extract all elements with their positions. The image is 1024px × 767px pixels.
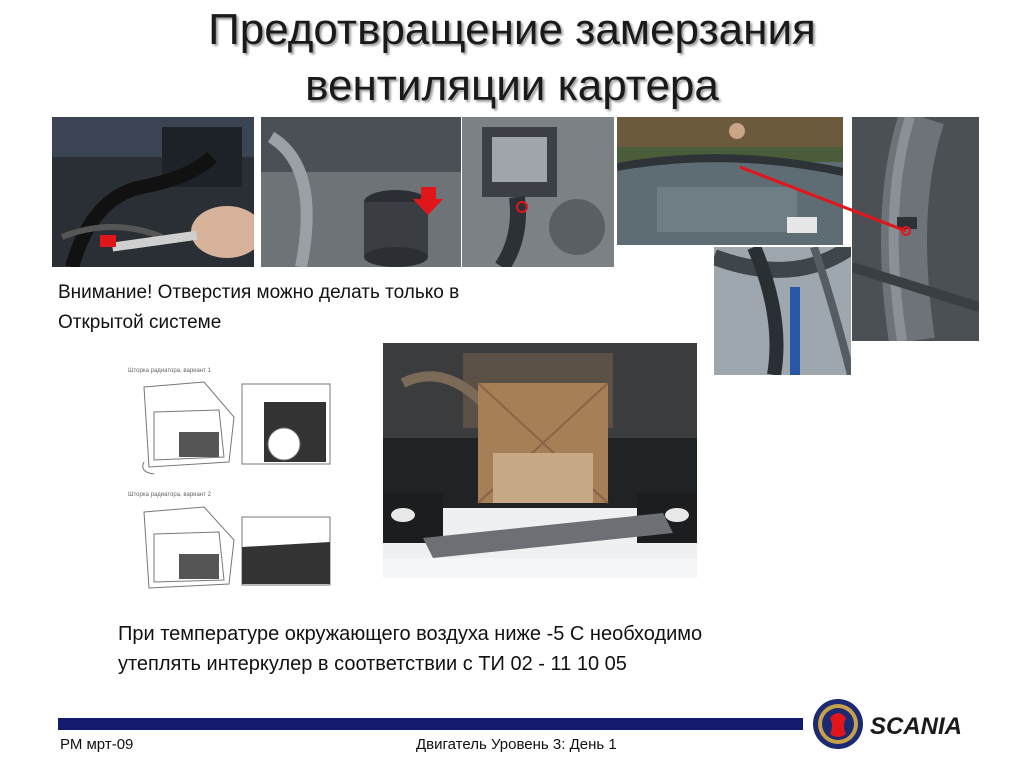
photo-engine-component (462, 117, 614, 267)
note-line-2: Открытой системе (58, 312, 222, 333)
note-line-1: Внимание! Отверстия можно делать только в (58, 282, 460, 303)
title-line-2: вентиляции картера (305, 61, 719, 110)
footer-course-label: Двигатель Уровень 3: День 1 (416, 736, 617, 753)
title-line-1: Предотвращение замерзания (208, 5, 816, 54)
diagram-caption-2: Шторка радиатора, вариант 2 (128, 492, 211, 498)
diagram-radiator-blind (124, 362, 334, 594)
photo-workshop-hose (617, 117, 843, 245)
photo-engine-arrow (261, 117, 461, 267)
footer-divider (58, 718, 803, 730)
diagram-caption-1: Шторка радиатора, вариант 1 (128, 368, 211, 374)
scania-wordmark: SCANIA (870, 713, 963, 740)
warning-note (58, 278, 618, 338)
photo-truck-intercooler-cover (383, 343, 697, 578)
temperature-instruction (118, 619, 918, 679)
photo-hose-closeup (852, 117, 979, 341)
photo-hand-marking-hose (52, 117, 254, 267)
photo-blue-clamp (714, 247, 851, 375)
footer-doc-code: РМ мрт-09 (60, 736, 134, 753)
slide-title (0, 2, 1024, 114)
temp-line-1: При температуре окружающего воздуха ниже -5 С необходимо (118, 623, 703, 645)
scania-logo (812, 696, 982, 752)
temp-line-2: утеплять интеркулер в соответствии с ТИ 02 - 11 10 05 (118, 653, 627, 675)
